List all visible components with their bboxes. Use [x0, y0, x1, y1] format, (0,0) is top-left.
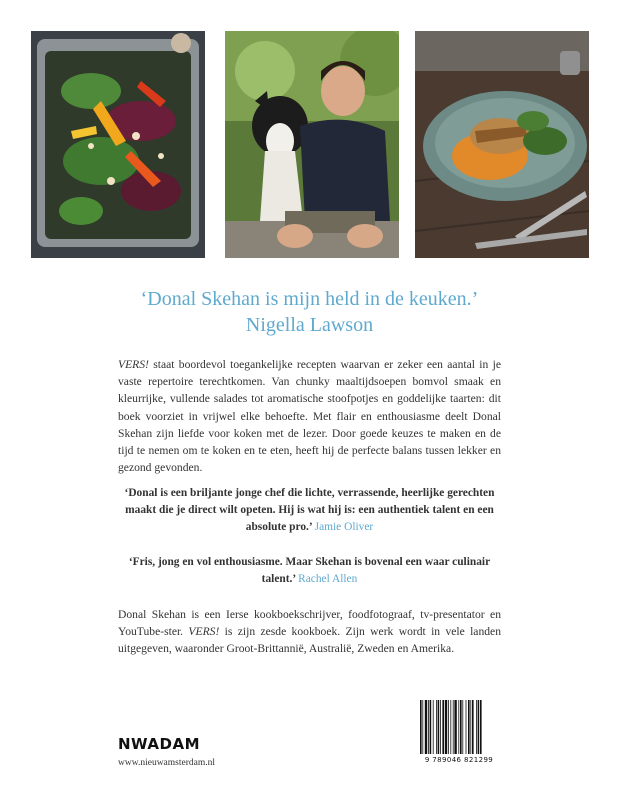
barcode-bar [453, 700, 454, 754]
review-text: ‘Fris, jong en vol enthousiasme. Maar Skehan is bovenal een waar culinair talent.’ [128, 556, 491, 585]
barcode-bar [478, 700, 480, 754]
barcode-bar [466, 700, 467, 754]
featured-quote-author: Nigella Lawson [245, 314, 374, 336]
salad-photo [31, 31, 205, 258]
barcode-bar [438, 700, 440, 754]
chicken-dish-photo [415, 31, 589, 258]
barcode-bars [418, 700, 500, 756]
review-author: Rachel Allen [298, 573, 358, 585]
review-quote [118, 554, 501, 588]
barcode-bar [460, 700, 462, 754]
intro-paragraph [118, 356, 501, 476]
intro-book-title: VERS! [118, 358, 149, 371]
barcode-bar [476, 700, 477, 754]
review-text: ‘Donal is een briljante jonge chef die lichte, verrassende, heerlijke gerechten maakt die je direct wilt opeten. Hij is wat hij is: een authentiek talent en een absolute pro.’ [124, 487, 495, 533]
barcode-bar [440, 700, 441, 754]
barcode-bar [425, 700, 427, 754]
barcode-bar [472, 700, 474, 754]
barcode-bar [448, 700, 449, 754]
barcode-bar [430, 700, 432, 754]
intro-text: staat boordevol toegankelijke recepten waarvan er zeker een aantal in je vaste repertoire terechtkomen. Van chunky maaltijdsoepen bomvol smaak en kleurrijke, vullende salades tot aromatische stoofpotjes en goddelijke taarten: dit boek voorziet in vrijwel elke behoefte. Met flair en enthousiasme deelt Donal Skehan zijn liefde voor koken met de lezer. Door goede keuzes te maken en de tijd te nemen om te koken en te eten, heeft hij de perfecte balans tussen lekker en gezond gevonden. [118, 358, 501, 475]
bio-text-before: Donal Skehan is een Ierse kookboekschrijver, foodfotograaf, tv-presentator en YouTube-ster. [118, 608, 501, 639]
barcode-bar [470, 700, 471, 754]
barcode-bar [454, 700, 456, 754]
barcode-bar [458, 700, 459, 754]
bio-book-title: VERS! [188, 625, 220, 639]
barcode-bar [433, 700, 434, 754]
barcode-bar [480, 700, 482, 754]
featured-quote [0, 286, 619, 338]
barcode-bar [462, 700, 463, 754]
barcode-bar [420, 700, 422, 754]
barcode-bar [428, 700, 429, 754]
barcode-bar [445, 700, 447, 754]
barcode-bar [468, 700, 470, 754]
barcode-bar [450, 700, 451, 754]
isbn-number: 9 789046 821299 [424, 756, 494, 764]
author-bio [118, 606, 501, 658]
chef-with-dog-photo [225, 31, 399, 258]
review-author: Jamie Oliver [314, 521, 374, 533]
publisher-url: www.nieuwamsterdam.nl [118, 758, 215, 768]
barcode-bar [436, 700, 437, 754]
barcode-bar [442, 700, 444, 754]
publisher-logo: NWADAM [118, 735, 201, 753]
barcode-bar [422, 700, 423, 754]
review-quote [118, 485, 501, 536]
bio-text-after: is zijn zesde kookboek. Zijn werk wordt in vele landen uitgegeven, waaronder Groot-Brittannië, Australië, Zweden en Amerika. [118, 625, 501, 656]
featured-quote-text: ‘Donal Skehan is mijn held in de keuken.’ [140, 288, 479, 310]
